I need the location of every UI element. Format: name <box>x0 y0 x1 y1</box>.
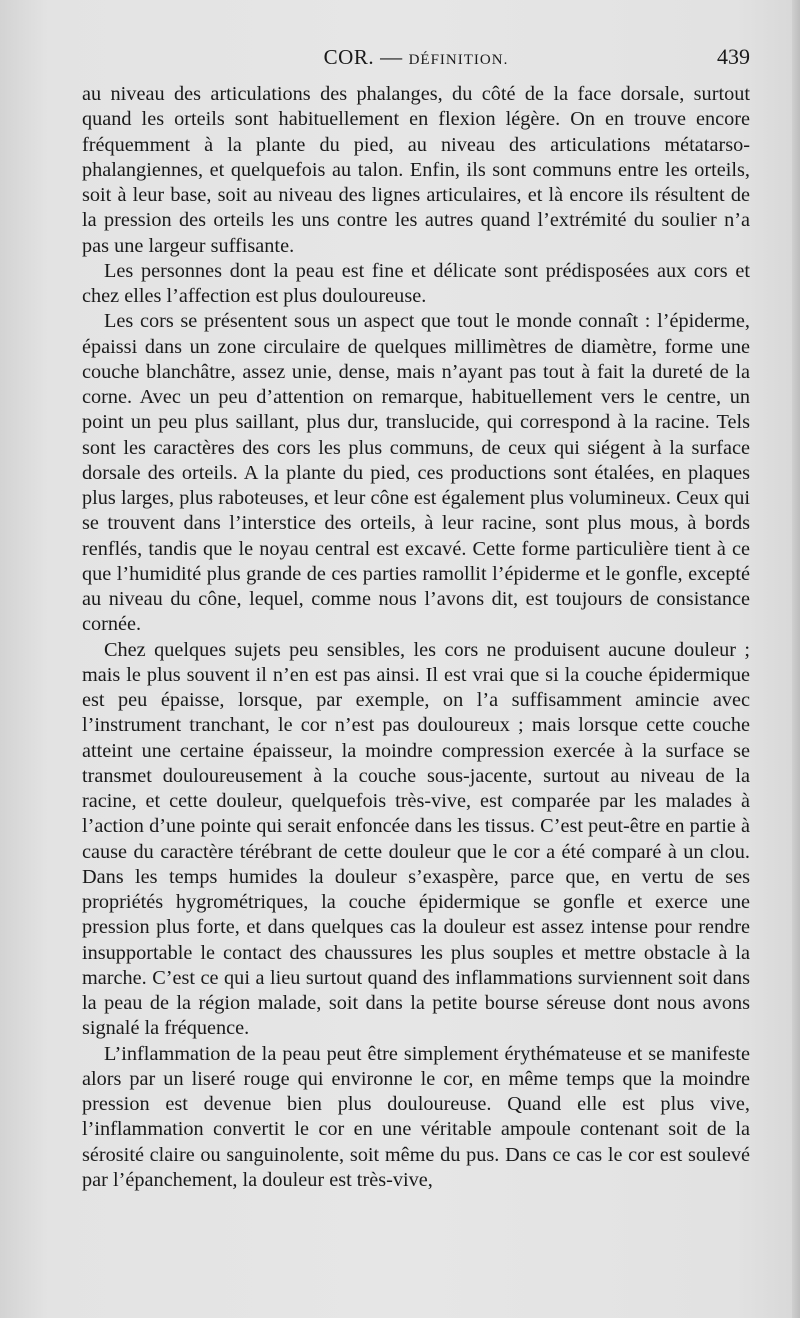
header-separator: — <box>380 44 403 69</box>
header-section: DÉFINITION. <box>408 52 509 68</box>
header-title: COR. <box>323 45 375 69</box>
paragraph: Les cors se présentent sous un aspect que tout le monde connaît : l’épiderme, épaissi dans un zone circulaire de quelques millimètres de diamètre, forme une couche blanchâtre, assez unie, dense, mais n’ayant pas tout à fait la dureté de la corne. Avec un peu d’attention on remarque, habituellement vers le centre, un point un peu plus saillant, plus dur, translucide, qui correspond à la racine. Tels sont les caractères des cors les plus communs, de ceux qui siégent à la surface dorsale des orteils. A la plante du pied, ces productions sont étalées, en plaques plus larges, plus raboteuses, et leur cône est également plus volumineux. Ceux qui se trouvent dans l’interstice des orteils, à leur racine, sont plus mous, à bords renflés, tandis que le noyau central est excavé. Cette forme particulière tient à ce que l’humidité plus grande de ces parties ramollit l’épiderme et le gonfle, excepté au niveau du cône, lequel, comme nous l’avons dit, est toujours de consistance cornée. <box>82 310 750 636</box>
paragraph: Les personnes dont la peau est fine et délicate sont prédisposées aux cors et chez elles l’affection est plus douloureuse. <box>82 259 750 307</box>
page-number: 439 <box>717 44 750 69</box>
running-header <box>82 44 750 74</box>
paragraph: Chez quelques sujets peu sensibles, les cors ne produisent aucune douleur ; mais le plus souvent il n’en est pas ainsi. Il est vrai que si la couche épidermique est peu épaisse, lorsque, par exemple, on l’a suffisamment amincie avec l’instrument tranchant, le cor n’est pas douloureux ; mais lorsque cette couche atteint une certaine épaisseur, la moindre compression exercée à la surface se transmet douloureusement à la couche sous-jacente, surtout au niveau de la racine, et cette douleur, quelquefois très-vive, est comparée par les malades à l’action d’une pointe qui serait enfoncée dans les tissus. C’est peut-être en partie à cause du caractère térébrant de cette douleur que le cor a été comparé à un clou. Dans les temps humides la douleur s’exaspère, parce que, en vertu de ses propriétés hygrométriques, la couche épidermique se gonfle et exerce une pression plus forte, et dans quelques cas la douleur est assez intense pour rendre insupportable le contact des chaussures les plus souples et mettre obstacle à la marche. C’est ce qui a lieu surtout quand des inflammations surviennent soit dans la peau de la région malade, soit dans la petite bourse séreuse dont nous avons signalé la fréquence. <box>82 638 750 1040</box>
body-text <box>82 82 750 1193</box>
paragraph: L’inflammation de la peau peut être simplement érythémateuse et se manifeste alors par un liseré rouge qui environne le cor, en même temps que la moindre pression est devenue bien plus douloureuse. Quand elle est plus vive, l’inflammation convertit le cor en une véritable ampoule contenant soit de la sérosité claire ou sanguinolente, soit même du pus. Dans ce cas le cor est soulevé par l’épanchement, la douleur est très-vive, <box>82 1042 750 1191</box>
page-edge <box>792 0 800 1318</box>
running-title <box>82 44 750 70</box>
paragraph: au niveau des articulations des phalanges, du côté de la face dorsale, surtout quand les orteils sont habituellement en flexion légère. On en trouve encore fréquemment à la plante du pied, au niveau des articulations métatarso-phalangiennes, et quelquefois au talon. Enfin, ils sont communs entre les orteils, soit à leur base, soit au niveau des lignes articulaires, et là encore ils résultent de la pression des orteils les uns contre les autres quand l’extrémité du soulier n’a pas une largeur suffisante. <box>82 83 750 257</box>
